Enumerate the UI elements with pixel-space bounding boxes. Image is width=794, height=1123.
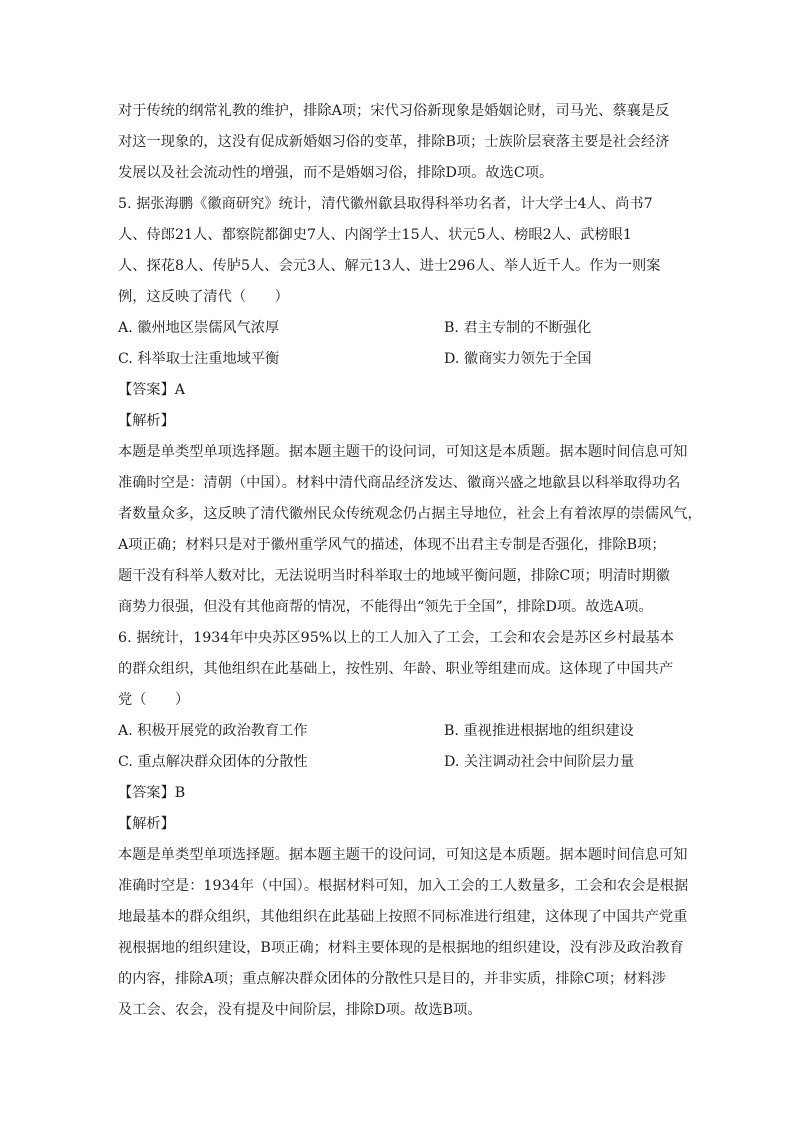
question-6-stem-line: 的群众组织，其他组织在此基础上，按性别、年龄、职业等组建而成。这体现了中国共产 — [118, 661, 674, 677]
question-6-options-row-2 — [118, 747, 678, 778]
text-line: 对于传统的纲常礼教的维护，排除A项；宋代习俗新现象是婚姻论财，司马光、蔡襄是反 — [118, 103, 670, 119]
question-5-options-row-1 — [118, 313, 678, 344]
option-b: B. 君主专制的不断强化 — [444, 320, 592, 336]
analysis-label: 【解析】 — [118, 413, 175, 429]
option-a: A. 积极开展党的政治教育工作 — [118, 723, 308, 739]
analysis-line: 本题是单类型单项选择题。据本题主题干的设问词，可知这是本质题。据本题时间信息可知 — [118, 444, 688, 460]
option-d: D. 徽商实力领先于全国 — [444, 351, 592, 367]
analysis-line: 题干没有科举人数对比，无法说明当时科举取士的地域平衡问题，排除C项；明清时期徽 — [118, 568, 670, 584]
analysis-line: 的内容，排除A项；重点解决群众团体的分散性只是目的，并非实质，排除C项；材料涉 — [118, 971, 666, 987]
question-5-stem-line: 人、探花8人、传胪5人、会元3人、解元13人、进士296人、举人近千人。作为一则案 — [118, 258, 661, 274]
question-5-analysis — [118, 437, 702, 623]
analysis-line: 商势力很强，但没有其他商帮的情况，不能得出“领先于全国”，排除D项。故选A项。 — [118, 599, 653, 615]
analysis-line: 视根据地的组织建设，B项正确；材料主要体现的是根据地的组织建设，没有涉及政治教育 — [118, 940, 684, 956]
option-c: C. 重点解决群众团体的分散性 — [118, 754, 308, 770]
previous-analysis-continuation — [118, 96, 678, 189]
text-line: 发展以及社会流动性的增强，而不是婚姻习俗，排除D项。故选C项。 — [118, 165, 554, 181]
analysis-line: 准确时空是：清朝（中国）。材料中清代商品经济发达、徽商兴盛之地歙县以科举取得功名 — [118, 475, 681, 491]
answer-label: 【答案】B — [118, 785, 186, 801]
option-b: B. 重视推进根据地的组织建设 — [444, 723, 634, 739]
analysis-label: 【解析】 — [118, 816, 175, 832]
question-5 — [118, 189, 702, 623]
question-5-stem-line: 5. 据张海鹏《徽商研究》统计，清代徽州歙县取得科举功名者，计大学士4人、尚书7 — [118, 196, 653, 212]
question-6 — [118, 623, 689, 1026]
question-6-options-row-1 — [118, 716, 678, 747]
analysis-line: 者数量众多，这反映了清代徽州民众传统观念仍占据主导地位，社会上有着浓厚的崇儒风气， — [118, 506, 702, 522]
analysis-line: A项正确；材料只是对于徽州重学风气的描述，体现不出君主专制是否强化，排除B项； — [118, 537, 666, 553]
document-page — [118, 96, 702, 1026]
question-6-stem-line: 6. 据统计，1934年中央苏区95%以上的工人加入了工会，工会和农会是苏区乡村最基本 — [118, 630, 675, 646]
analysis-line: 及工会、农会，没有提及中间阶层，排除D项。故选B项。 — [118, 1002, 482, 1018]
option-a: A. 徽州地区崇儒风气浓厚 — [118, 320, 280, 336]
analysis-line: 地最基本的群众组织，其他组织在此基础上按照不同标准进行组建，这体现了中国共产党重 — [118, 909, 688, 925]
analysis-line: 本题是单类型单项选择题。据本题主题干的设问词，可知这是本质题。据本题时间信息可知 — [118, 847, 688, 863]
question-5-stem-line: 人、侍郎21人、都察院都御史7人、内阁学士15人、状元5人、榜眼2人、武榜眼1 — [118, 227, 632, 243]
question-6-analysis — [118, 840, 689, 1026]
analysis-line: 准确时空是：1934年（中国）。根据材料可知，加入工会的工人数量多，工会和农会是根据 — [118, 878, 689, 894]
option-c: C. 科举取士注重地域平衡 — [118, 351, 280, 367]
option-d: D. 关注调动社会中间阶层力量 — [444, 754, 635, 770]
question-6-stem-line: 党（ ） — [118, 692, 190, 708]
text-line: 对这一现象的，这没有促成新婚姻习俗的变革，排除B项；士族阶层衰落主要是社会经济 — [118, 134, 670, 150]
question-5-stem-line: 例，这反映了清代（ ） — [118, 289, 289, 305]
question-5-options-row-2 — [118, 344, 678, 375]
answer-label: 【答案】A — [118, 382, 185, 398]
